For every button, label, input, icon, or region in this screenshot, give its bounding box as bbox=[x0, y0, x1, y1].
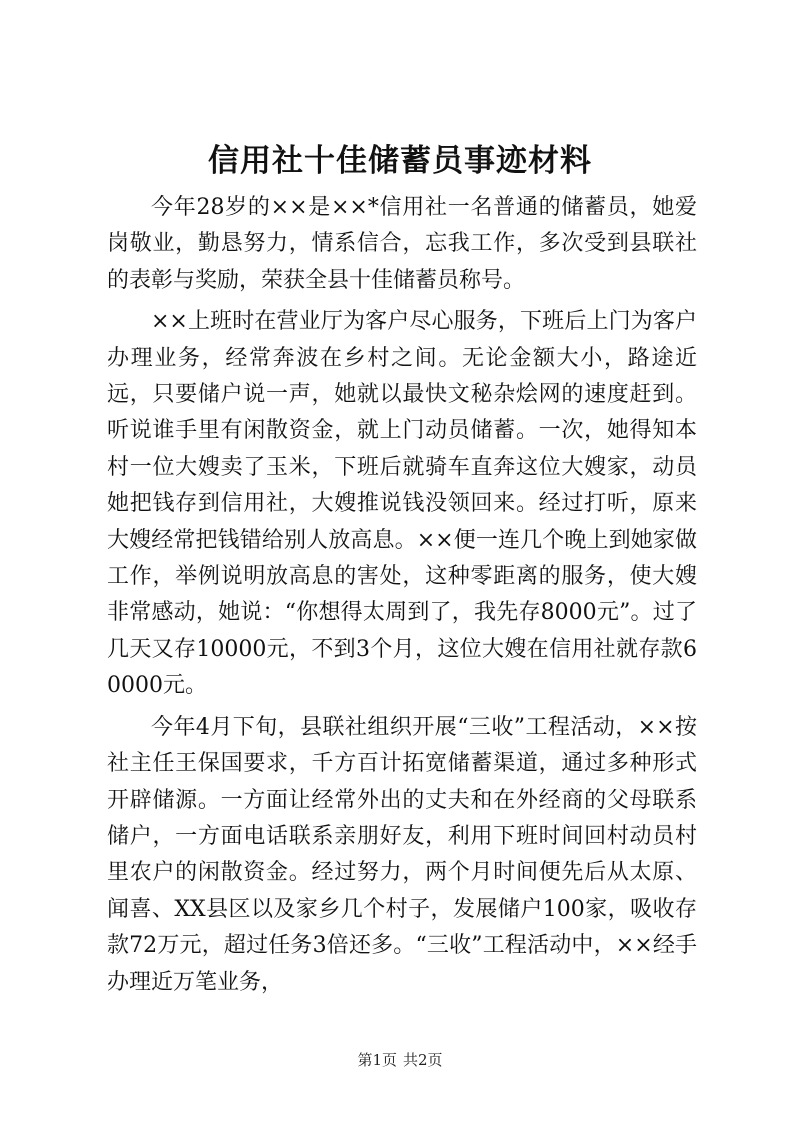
page-total: 共2页 bbox=[403, 1051, 443, 1069]
document-body bbox=[107, 190, 697, 1006]
page-footer bbox=[0, 1049, 800, 1071]
paragraph-service: ××上班时在营业厅为客户尽心服务，下班后上门为客户办理业务，经常奔波在乡村之间。无论金额大小，路途近远，只要储户说一声，她就以最快文秘杂烩网的速度赶到。听说谁手里有闲散资金，就上门动员储蓄。一次，她得知本村一位大嫂卖了玉米，下班后就骑车直奔这位大嫂家，动员她把钱存到信用社，大嫂推说钱没领回来。经过打听，原来大嫂经常把钱错给别人放高息。××便一连几个晚上到她家做工作，举例说明放高息的害处，这种零距离的服务，使大嫂非常感动，她说：“你想得太周到了，我先存8000元”。过了几天又存10000元，不到3个月，这位大嫂在信用社就存款60000元。 bbox=[107, 309, 697, 699]
paragraph-campaign: 今年4月下旬，县联社组织开展“三收”工程活动，××按社主任王保国要求，千方百计拓宽储蓄渠道，通过多种形式开辟储源。一方面让经常外出的丈夫和在外经商的父母联系储户，一方面电话联系亲朋好友，利用下班时间回村动员村里农户的闲散资金。经过努力，两个月时间便先后从太原、闻喜、XX县区以及家乡几个村子，发展储户100家，吸收存款72万元，超过任务3倍还多。“三收”工程活动中，××经手办理近万笔业务， bbox=[107, 714, 697, 995]
document-title: 信用社十佳储蓄员事迹材料 bbox=[208, 143, 592, 179]
paragraph-intro: 今年28岁的××是××*信用社一名普通的储蓄员，她爱岗敬业，勤恳努力，情系信合，忘我工作，多次受到县联社的表彰与奖励，荣获全县十佳储蓄员称号。 bbox=[107, 195, 697, 293]
page-number: 第1页 bbox=[357, 1051, 397, 1069]
